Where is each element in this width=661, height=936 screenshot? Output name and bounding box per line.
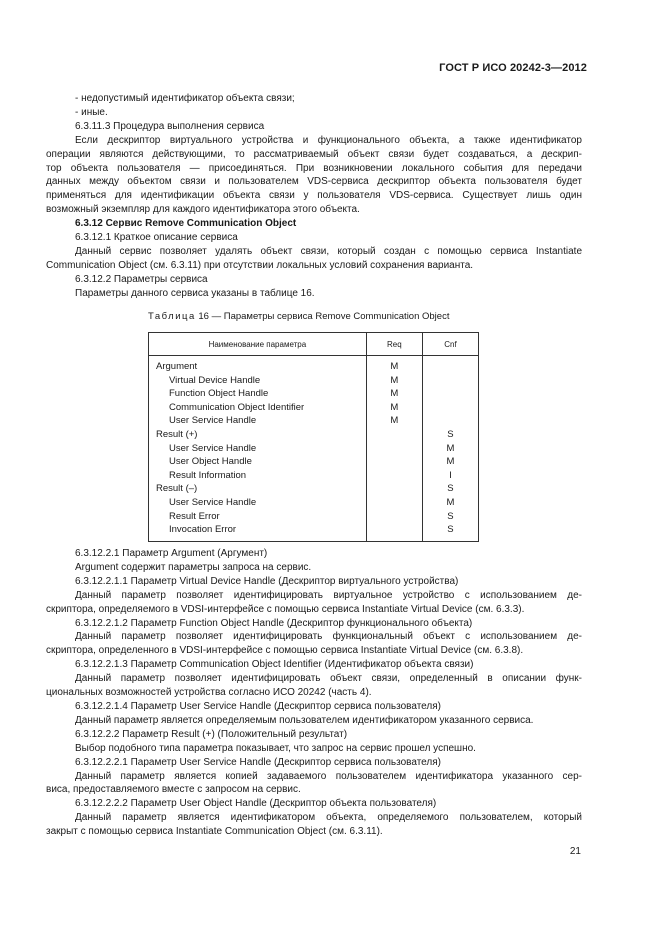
req-cell [366, 523, 422, 541]
req-cell [366, 496, 422, 510]
table-row [149, 428, 479, 442]
bottom-text-line: 6.3.12.2.1.2 Параметр Function Object Handle (Дескриптор функционального объекта) [75, 617, 473, 629]
param-name-cell: Result (–) [149, 482, 367, 496]
param-name-cell: Result Error [149, 510, 367, 524]
table-row [149, 401, 479, 415]
bottom-text-line: 6.3.12.2.1.4 Параметр User Service Handle (Дескриптор сервиса пользователя) [75, 700, 441, 712]
cnf-cell: M [422, 442, 478, 456]
param-name-cell: Communication Object Identifier [149, 401, 367, 415]
bottom-text-line: 6.3.12.2.2.2 Параметр User Object Handle (Дескриптор объекта пользователя) [75, 798, 437, 810]
table-row [149, 469, 479, 483]
top-text-line: 6.3.11.3 Процедура выполнения сервиса [75, 120, 265, 132]
bottom-text-line: Данный параметр является копией задаваемого пользователем идентификатора указанного сер- [75, 770, 582, 782]
bottom-text-line: 6.3.12.2.1 Параметр Argument (Аргумент) [75, 548, 268, 559]
top-text-line: - недопустимый идентификатор объекта связи; [75, 93, 295, 104]
table-row [149, 455, 479, 469]
bottom-text-line: Argument содержит параметры запроса на сервис. [75, 561, 312, 573]
cnf-cell [422, 401, 478, 415]
table-row [149, 442, 479, 456]
cnf-cell [422, 356, 478, 374]
bottom-text-line: Выбор подобного типа параметра показывает, что запрос на сервис прошел успешно. [75, 742, 476, 754]
top-text-line: возможный экземпляр для каждого идентификатора этого объекта. [46, 204, 360, 216]
top-text-block [46, 92, 582, 301]
bottom-text-line: Данный параметр позволяет идентифицировать функциональный объект с использованием де- [75, 631, 582, 643]
table-row [149, 523, 479, 541]
top-text-line: - иные. [75, 106, 108, 118]
cnf-cell: S [422, 428, 478, 442]
table-caption [148, 311, 449, 322]
req-cell: M [366, 401, 422, 415]
cnf-cell: M [422, 496, 478, 510]
table-body [149, 356, 479, 542]
cnf-cell: I [422, 469, 478, 483]
top-text-line: 6.3.12 Сервис Remove Communication Object [75, 218, 297, 230]
table-row [149, 496, 479, 510]
param-name-cell: User Service Handle [149, 496, 367, 510]
param-name-cell: Argument [149, 356, 367, 374]
req-cell: M [366, 387, 422, 401]
param-name-cell: User Service Handle [149, 414, 367, 428]
req-cell: M [366, 414, 422, 428]
cnf-cell [422, 374, 478, 388]
req-cell [366, 510, 422, 524]
top-text-line: операции являются действующими, то рассматриваемый объект связи будет создаваться, а дескрип- [46, 148, 582, 160]
bottom-text-line: скриптора, определенного в VDSI-интерфейсе с помощью сервиса Instantiate Virtual Device (см. 6.3.8). [46, 645, 524, 657]
cnf-cell: S [422, 523, 478, 541]
bottom-text-line: Данный параметр является идентификатором объекта, определяемого пользователем, который [75, 812, 582, 824]
cnf-cell [422, 414, 478, 428]
table-caption-text: 16 — Параметры сервиса Remove Communication Object [195, 311, 450, 322]
param-name-cell: User Service Handle [149, 442, 367, 456]
req-cell [366, 428, 422, 442]
bottom-text-line: Данный параметр позволяет идентифицировать объект связи, определенный в описании функ- [75, 673, 582, 685]
cnf-cell [422, 387, 478, 401]
cnf-cell: M [422, 455, 478, 469]
param-name-cell: User Object Handle [149, 455, 367, 469]
req-cell [366, 482, 422, 496]
bottom-text-line: 6.3.12.2.1.1 Параметр Virtual Device Handle (Дескриптор виртуального устройства) [75, 575, 459, 587]
bottom-text-line: Данный параметр является определяемым пользователем идентификатором указанного сервиса. [75, 714, 534, 726]
req-cell [366, 455, 422, 469]
top-text-line: применяться для идентификации объекта связи у пользователя VDS-сервиса. Существует лишь один [46, 190, 582, 202]
cnf-cell: S [422, 482, 478, 496]
top-text-line: Если дескриптор виртуального устройства и функционального объекта, а также идентификатор [75, 134, 582, 146]
table-row [149, 356, 479, 374]
table-caption-label: Таблица [148, 311, 196, 322]
cnf-cell: S [422, 510, 478, 524]
top-text-line: тор объекта пользователя — присоединяться. При возникновении локального события для передачи [46, 162, 582, 174]
param-name-cell: Result Information [149, 469, 367, 483]
param-name-cell: Function Object Handle [149, 387, 367, 401]
table-header-row [149, 333, 479, 356]
req-cell [366, 442, 422, 456]
bottom-text-line: виса, предоставляемого вместе с запросом на сервис. [46, 784, 301, 796]
top-text-line: 6.3.12.1 Краткое описание сервиса [75, 232, 238, 244]
table-row [149, 510, 479, 524]
table-row [149, 414, 479, 428]
req-cell: M [366, 374, 422, 388]
param-name-cell: Invocation Error [149, 523, 367, 541]
bottom-text-line: 6.3.12.2.2 Параметр Result (+) (Положительный результат) [75, 728, 348, 740]
top-text-line: Параметры данного сервиса указаны в таблице 16. [75, 287, 315, 299]
req-cell [366, 469, 422, 483]
top-text-line: данных между объектом связи и пользователем VDS-сервиса дескриптор объекта пользователя будет [46, 176, 582, 188]
param-name-cell: Result (+) [149, 428, 367, 442]
bottom-text-block [46, 547, 582, 839]
table-row [149, 374, 479, 388]
header-cnf: Cnf [422, 333, 478, 356]
top-text-line: Communication Object (см. 6.3.11) при отсутствии локальных условий сохранения варианта. [46, 259, 474, 271]
parameters-table [148, 332, 479, 542]
top-text-line: 6.3.12.2 Параметры сервиса [75, 273, 208, 285]
header-req: Req [366, 333, 422, 356]
bottom-text-line: 6.3.12.2.2.1 Параметр User Service Handle (Дескриптор сервиса пользователя) [75, 756, 441, 768]
header-param-name: Наименование параметра [149, 333, 367, 356]
table-row [149, 482, 479, 496]
req-cell: M [366, 356, 422, 374]
top-text-line: Данный сервис позволяет удалять объект связи, который создан с помощью сервиса Instantiate [75, 245, 582, 257]
table-row [149, 387, 479, 401]
param-name-cell: Virtual Device Handle [149, 374, 367, 388]
bottom-text-line: 6.3.12.2.1.3 Параметр Communication Object Identifier (Идентификатор объекта связи) [75, 659, 474, 671]
bottom-text-line: Данный параметр позволяет идентифицировать виртуальное устройство с использованием де- [75, 589, 582, 601]
standard-header: ГОСТ Р ИСО 20242-3—2012 [439, 62, 587, 74]
bottom-text-line: циональных возможностей устройства согласно ИСО 20242 (часть 4). [46, 687, 372, 699]
page-number: 21 [569, 846, 581, 857]
bottom-text-line: скриптора, определяемого в VDSI-интерфейсе с помощью сервиса Instantiate Virtual Device (см. 6.3.3). [46, 603, 525, 615]
bottom-text-line: закрыт с помощью сервиса Instantiate Communication Object (см. 6.3.11). [46, 826, 383, 838]
